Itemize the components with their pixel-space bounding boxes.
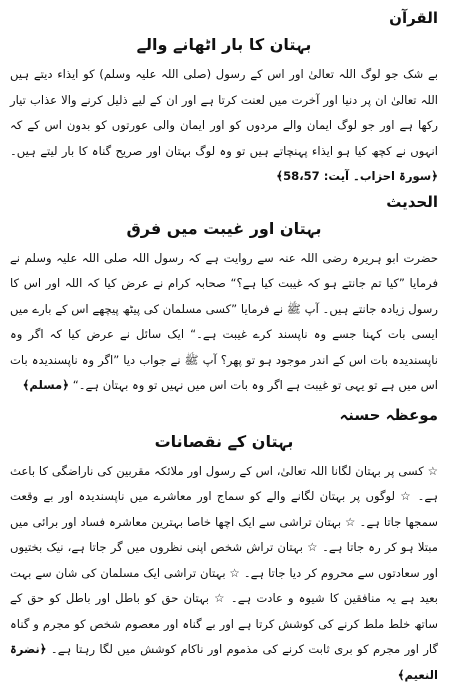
quran-text: بے شک جو لوگ اللہ تعالیٰ اور اس کے رسول (صلی اللہ علیہ وسلم) کو ایذاء دیتے ہیں اللہ تعالیٰ ان پر دنیا اور آخرت میں لعنت کرتا ہے اور ان کے لیے ذلیل کرنے والا عذاب تیار رکھا ہے اور جو لوگ ایمان والے مردوں کو اور ایمان والی عورتوں کو بدون اس کے کہ انہوں نے کچھ کیا ہو ایذاء پہنچاتے ہیں تو وہ لوگ بہتان اور صریح گناہ کا بار لیتے ہیں۔ [10,67,438,158]
hadith-paragraph [10,246,438,399]
quran-section [10,6,438,190]
quran-reference: ﴿سورۃ احزاب۔ آیت: 58،57﴾ [276,169,438,183]
mawiza-reference: ﴿نضرۃ النعیم﴾ [10,642,438,682]
hadith-heading: الحدیث [10,190,438,214]
hadith-title: بہتان اور غیبت میں فرق [10,218,438,240]
mawiza-title: بہتان کے نقصانات [10,431,438,453]
hadith-reference: ﴿مسلم﴾ [23,378,69,392]
hadith-text: حضرت ابو ہریرہ رضی اللہ عنہ سے روایت ہے کہ رسول اللہ صلی اللہ علیہ وسلم نے فرمایا ”کیا تم جانتے ہو کہ غیبت کیا ہے؟“ صحابہ کرام نے عرض کیا کہ اللہ اور اس کا رسول زیادہ جانتے ہیں۔ آپ ﷺ نے فرمایا ”کسی مسلمان کی پیٹھ پیچھے اس کے بارے میں ایسی بات کہنا جسے وہ ناپسند کرے غیبت ہے۔“ ایک سائل نے عرض کیا کہ اگر وہ ناپسندیدہ بات اس کے اندر موجود ہو تو پھر؟ آپ ﷺ نے جواب دیا ”اگر وہ ناپسندیدہ بات اس میں ہے تو یہی تو غیبت ہے اگر وہ بات اس میں نہیں تو وہ بہتان ہے۔“ [10,251,438,393]
mawiza-heading: موعظہ حسنہ [10,403,438,427]
mawiza-section [10,403,438,688]
mawiza-text: ☆ کسی پر بہتان لگانا اللہ تعالیٰ، اس کے رسول اور ملائکہ مقربین کی ناراضگی کا باعث ہے۔ ☆ لوگوں پر بہتان لگانے والے کو سماج اور معاشرے میں ناپسندیدہ اور بے وقعت سمجھا جاتا ہے۔ ☆ بہتان تراشی سے ایک اچھا خاصا بہترین معاشرہ فساد اور برائی میں مبتلا ہو کر رہ جاتا ہے۔ ☆ بہتان تراش شخص اپنی نظروں میں گر جاتا ہے، نیک بختیوں اور سعادتوں سے محروم کر دیا جاتا ہے۔ ☆ بہتان تراشی ایک مسلمان کی شان سے بہت بعید ہے یہ منافقین کا شیوہ و عادت ہے۔ ☆ بہتان حق کو باطل اور باطل کو حق کے ساتھ خلط ملط کرنے کی کوشش کرتا ہے اور بے گناہ اور معصوم شخص کو مجرم و گناہ گار اور مجرم کو بری ثابت کرنے کی مذموم اور ناکام کوشش میں لگا رہتا ہے۔ [10,464,438,657]
quran-heading: القرآن [10,6,438,30]
quran-title: بہتان کا بار اٹھانے والے [10,34,438,56]
mawiza-paragraph [10,459,438,688]
hadith-section [10,190,438,399]
quran-paragraph [10,62,438,190]
